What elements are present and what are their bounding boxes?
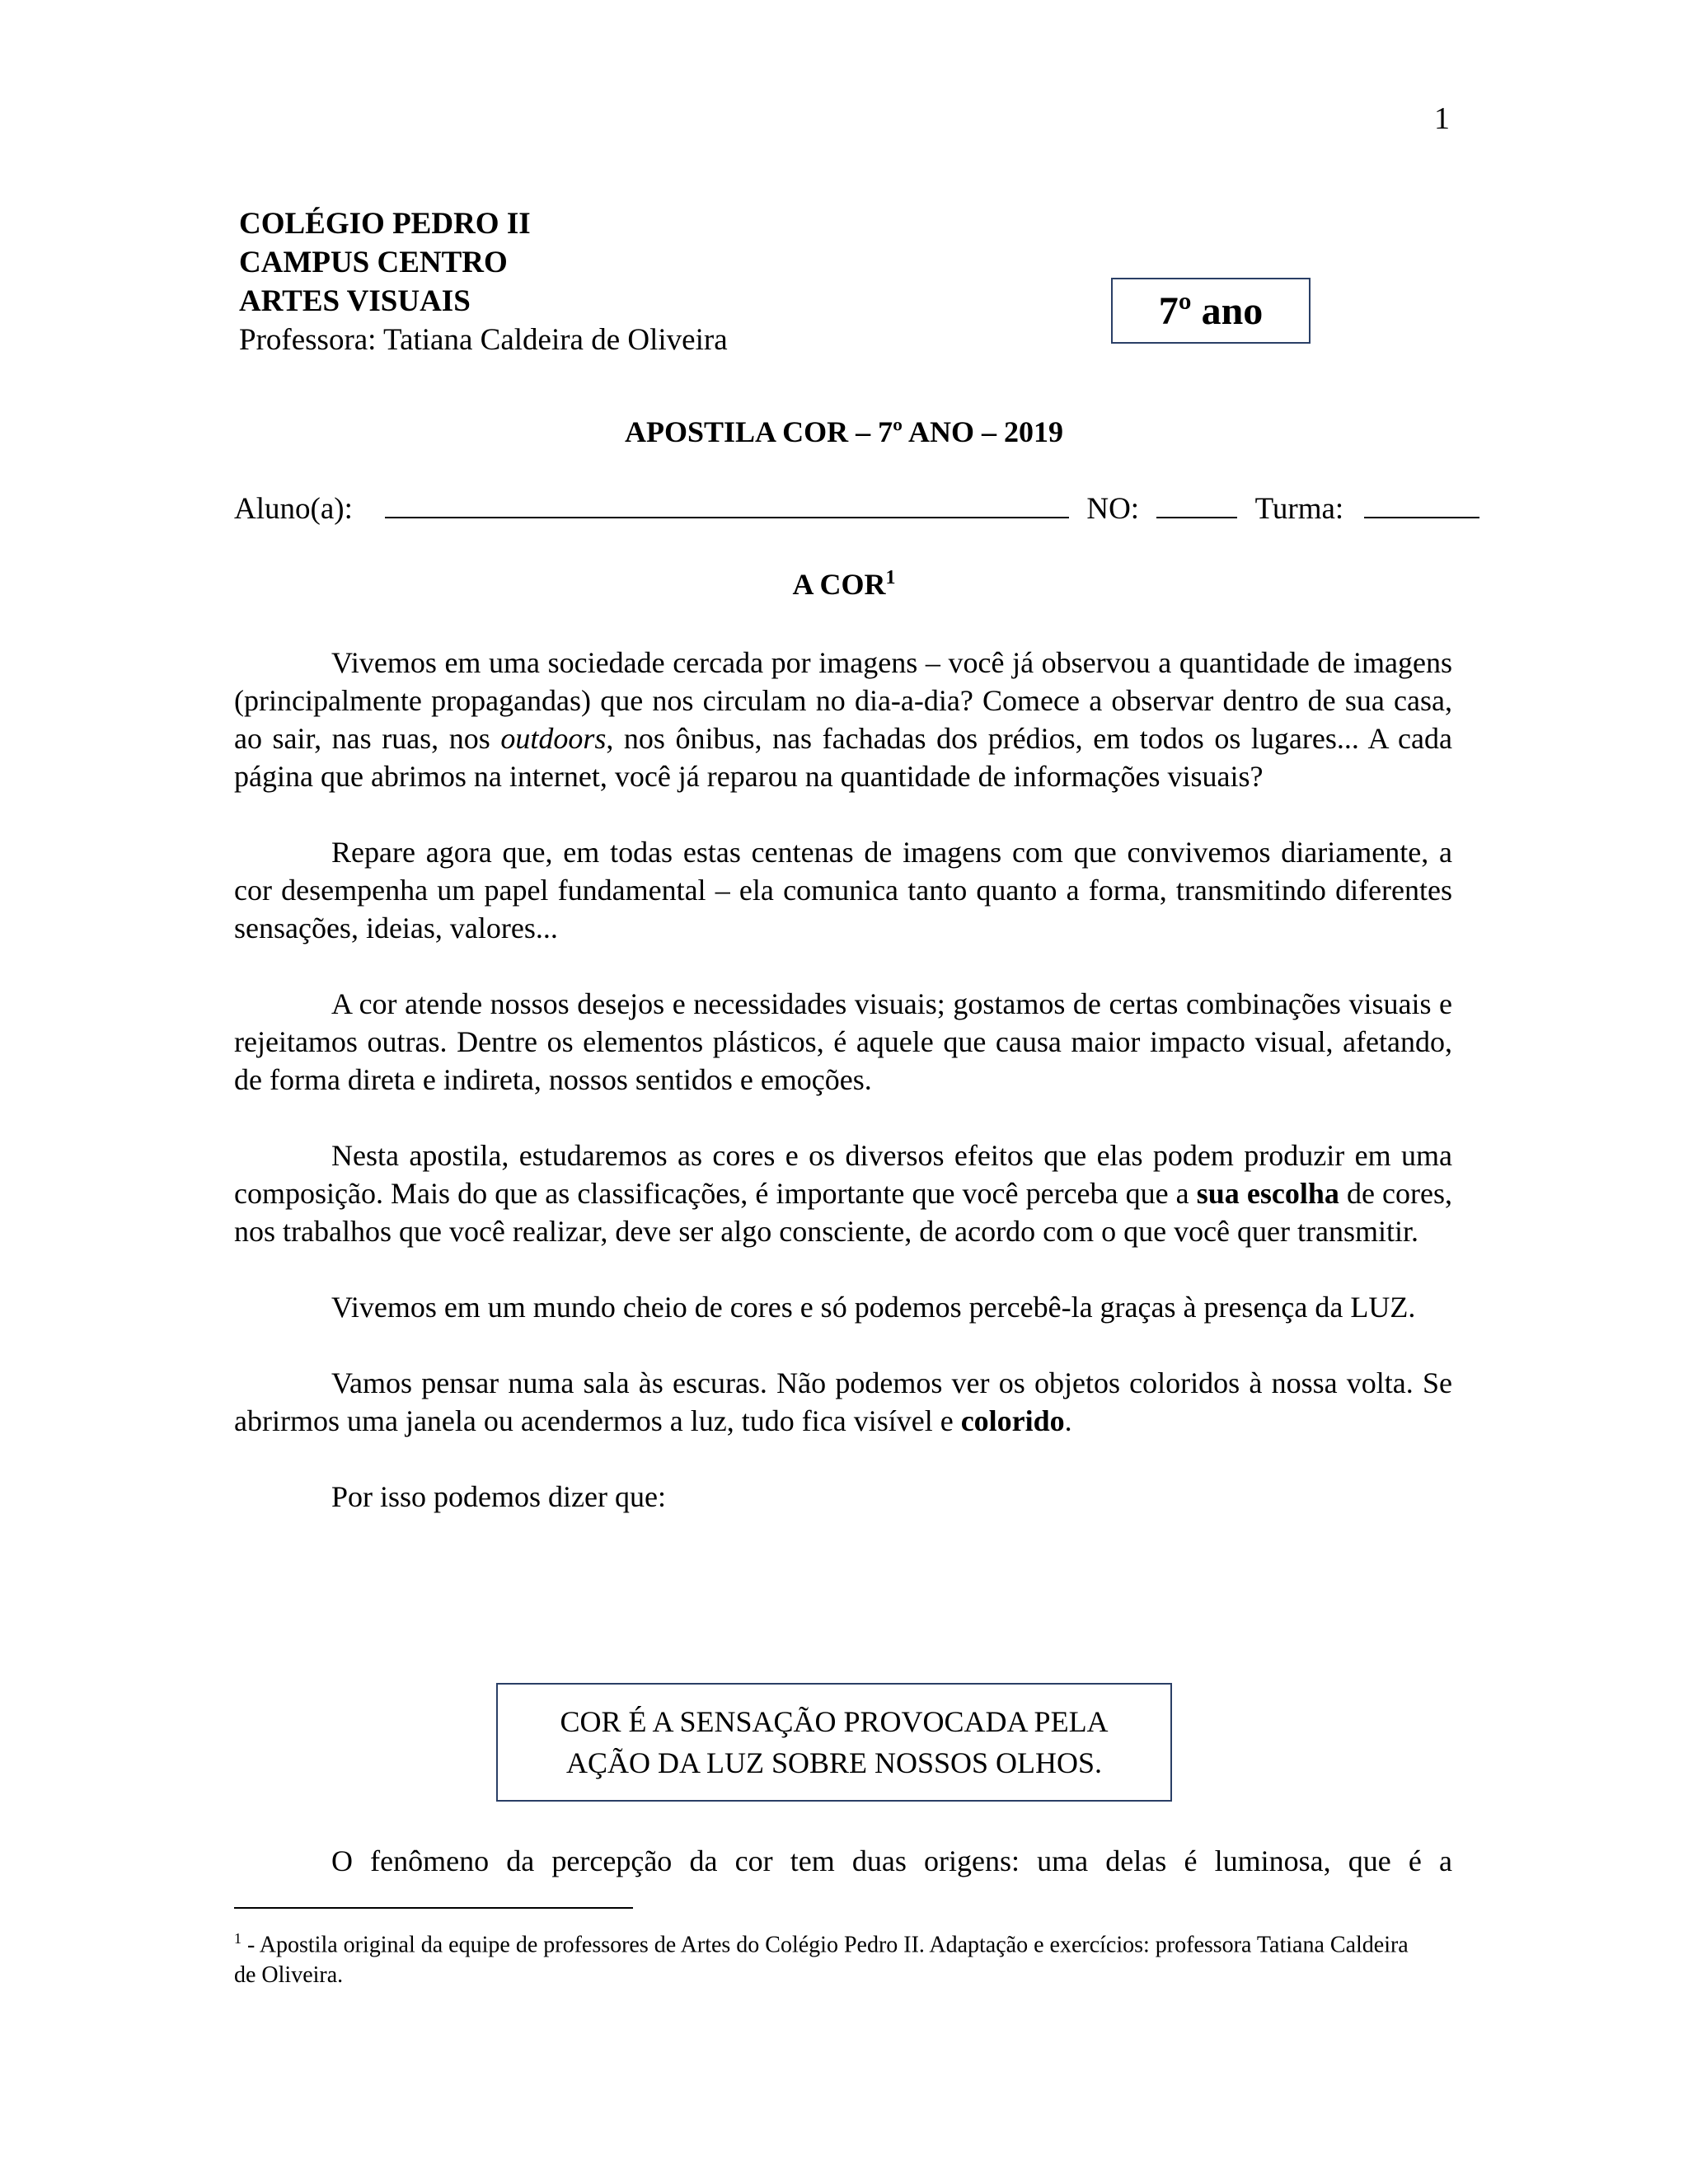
- footnote: [234, 1924, 1421, 1990]
- student-name-blank[interactable]: [385, 489, 1069, 518]
- student-class-blank[interactable]: [1364, 489, 1479, 518]
- definition-line-2: AÇÃO DA LUZ SOBRE NOSSOS OLHOS.: [565, 1746, 1103, 1779]
- paragraph-1-italic: outdoors: [500, 722, 607, 755]
- page-number: 1: [1434, 101, 1450, 136]
- paragraph-1-text: Vivemos em uma sociedade cercada por imagens – você já observou a quantidade de imagens (principalmente propagandas) que nos circulam no dia-a-dia? Comece a observar dentro de sua casa, ao sair, nas ruas, nos: [234, 646, 1452, 755]
- student-number-label: NO:: [1086, 492, 1140, 526]
- definition-line-1: COR É A SENSAÇÃO PROVOCADA PELA: [560, 1705, 1109, 1738]
- paragraph-6-bold: colorido: [960, 1404, 1065, 1437]
- campus-name: CAMPUS CENTRO: [239, 246, 508, 279]
- grade-badge: 7º ano: [1111, 278, 1311, 344]
- body-text: [234, 644, 1452, 1554]
- footnote-divider: [234, 1907, 633, 1909]
- paragraph-4: [234, 1137, 1452, 1250]
- student-info-line: [234, 489, 1446, 527]
- paragraph-6: [234, 1364, 1452, 1440]
- student-number-blank[interactable]: [1156, 489, 1237, 518]
- paragraph-4-text: Nesta apostila, estudaremos as cores e os diversos efeitos que elas podem produzir em uma composição. Mais do que as classificações, é importante que você perceba que a: [234, 1139, 1452, 1210]
- document-header: [239, 204, 728, 359]
- section-title: [0, 567, 1688, 602]
- school-name: COLÉGIO PEDRO II: [239, 207, 531, 241]
- teacher-name: Professora: Tatiana Caldeira de Oliveira: [239, 323, 728, 357]
- paragraph-4-end: de cores, nos trabalhos que você realizar, deve ser algo consciente, de acordo com o que você quer transmitir.: [234, 1177, 1452, 1248]
- paragraph-6-end: .: [1064, 1404, 1072, 1437]
- paragraph-1-end: , nos ônibus, nas fachadas dos prédios, em todos os lugares... A cada página que abrimos na internet, você já reparou na quantidade de informações visuais?: [234, 722, 1452, 793]
- paragraph-3: A cor atende nossos desejos e necessidades visuais; gostamos de certas combinações visuais e rejeitamos outras. Dentre os elementos plásticos, é aquele que causa maior impacto visual, afetando, de forma direta e indireta, nossos sentidos e emoções.: [234, 987, 1452, 1096]
- paragraph-8: O fenômeno da percepção da cor tem duas origens: uma delas é luminosa, que é a: [331, 1844, 1452, 1877]
- paragraph-6-text: Vamos pensar numa sala às escuras. Não podemos ver os objetos coloridos à nossa volta. Se abrirmos uma janela ou acendermos a luz, tudo fica visível e: [234, 1366, 1452, 1437]
- document-title: APOSTILA COR – 7º ANO – 2019: [625, 415, 1063, 448]
- footnote-reference: 1: [885, 567, 896, 588]
- student-class-label: Turma:: [1254, 492, 1344, 526]
- paragraph-7: Por isso podemos dizer que:: [331, 1480, 666, 1513]
- student-name-label: Aluno(a):: [234, 492, 353, 526]
- paragraph-1: [234, 644, 1452, 795]
- department-name: ARTES VISUAIS: [239, 284, 471, 318]
- footnote-text: - Apostila original da equipe de professores de Artes do Colégio Pedro II. Adaptação e exercícios: professora Tatiana Caldeira de Oliveira.: [234, 1932, 1409, 1989]
- definition-box: [496, 1683, 1172, 1802]
- section-title-text: A COR: [792, 568, 886, 601]
- paragraph-5: Vivemos em um mundo cheio de cores e só podemos percebê-la graças à presença da LUZ.: [331, 1291, 1416, 1324]
- paragraph-4-bold: sua escolha: [1196, 1177, 1339, 1210]
- footnote-marker: 1: [234, 1930, 241, 1947]
- paragraph-2: Repare agora que, em todas estas centenas de imagens com que convivemos diariamente, a cor desempenha um papel fundamental – ela comunica tanto quanto a forma, transmitindo diferentes sensações, ideias, valores...: [234, 836, 1452, 944]
